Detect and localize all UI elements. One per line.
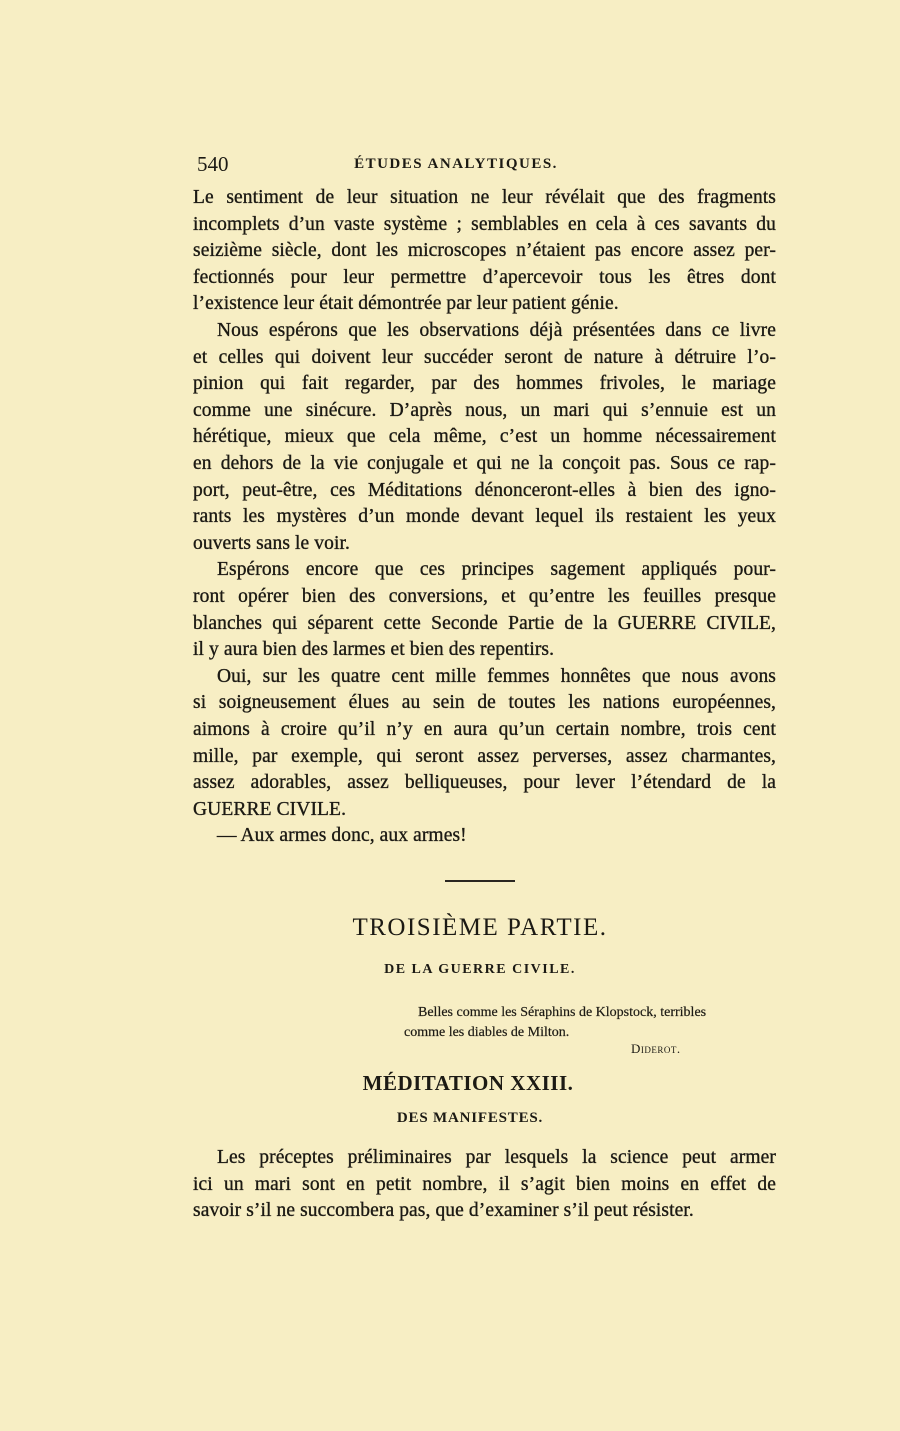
text-line: Le sentiment de leur situation ne leur révélait que des fragments xyxy=(193,187,776,208)
text-line: si soigneusement élues au sein de toutes les nations européennes, xyxy=(193,692,776,714)
text-line: ront opérer bien des conversions, et qu’entre les feuilles presque xyxy=(193,586,776,607)
text-line: fectionnés pour leur permettre d’apercevoir tous les êtres dont xyxy=(193,266,776,288)
meditation-subtitle: DES MANIFESTES. xyxy=(396,1110,544,1126)
text-line: assez adorables, assez belliqueuses, pour lever l’étendard de la xyxy=(193,772,776,794)
text-line: pinion qui fait regarder, par des hommes frivoles, le mariage xyxy=(193,373,776,395)
text-line: Nous espérons que les observations déjà présentées dans ce livre xyxy=(217,320,776,341)
part-title: TROISIÈME PARTIE. xyxy=(352,914,608,941)
section-divider xyxy=(445,880,515,882)
text-line: ouverts sans le voir. xyxy=(193,532,350,554)
text-line: en dehors de la vie conjugale et qui ne la conçoit pas. Sous ce rap- xyxy=(193,453,776,474)
part-subtitle: DE LA GUERRE CIVILE. xyxy=(384,962,576,977)
page-number: 540 xyxy=(197,152,229,176)
text-line: blanches qui séparent cette Seconde Partie de la GUERRE CIVILE, xyxy=(193,612,776,634)
text-line: Espérons encore que ces principes sagement appliqués pour- xyxy=(217,559,776,581)
text-line: GUERRE CIVILE. xyxy=(193,798,347,820)
epigraph-line: comme les diables de Milton. xyxy=(404,1025,570,1040)
text-line: ici un mari sont en petit nombre, il s’agit bien moins en effet de xyxy=(193,1173,776,1195)
running-title: ÉTUDES ANALYTIQUES. xyxy=(354,156,558,172)
text-line: rants les mystères d’un monde devant lequel ils restaient les yeux xyxy=(193,506,776,528)
epigraph-author: Diderot. xyxy=(631,1041,681,1056)
text-line: Oui, sur les quatre cent mille femmes honnêtes que nous avons xyxy=(217,665,776,687)
text-line: Les préceptes préliminaires par lesquels la science peut armer xyxy=(217,1147,776,1168)
text-line: seizième siècle, dont les microscopes n’étaient pas encore assez per- xyxy=(193,240,776,262)
text-line: incomplets d’un vaste système ; semblables en cela à ces savants du xyxy=(193,213,776,235)
epigraph-line: Belles comme les Séraphins de Klopstock, terribles xyxy=(418,1005,707,1020)
text-line: — Aux armes donc, aux armes! xyxy=(217,825,467,847)
text-line: savoir s’il ne succombera pas, que d’examiner s’il peut résister. xyxy=(193,1200,694,1222)
text-line: comme une sinécure. D’après nous, un mari qui s’ennuie est un xyxy=(193,399,776,421)
text-line: l’existence leur était démontrée par leur patient génie. xyxy=(193,293,619,315)
text-line: hérétique, mieux que cela même, c’est un homme nécessairement xyxy=(193,426,776,448)
text-line: il y aura bien des larmes et bien des repentirs. xyxy=(193,639,555,661)
text-line: mille, par exemple, qui seront assez perverses, assez charmantes, xyxy=(193,745,776,767)
text-line: et celles qui doivent leur succéder seront de nature à détruire l’o- xyxy=(193,346,776,368)
meditation-title: MÉDITATION XXIII. xyxy=(362,1071,574,1095)
text-line: port, peut-être, ces Méditations dénonceront-elles à bien des igno- xyxy=(193,479,776,501)
text-line: aimons à croire qu’il n’y en aura qu’un certain nombre, trois cent xyxy=(193,719,776,740)
